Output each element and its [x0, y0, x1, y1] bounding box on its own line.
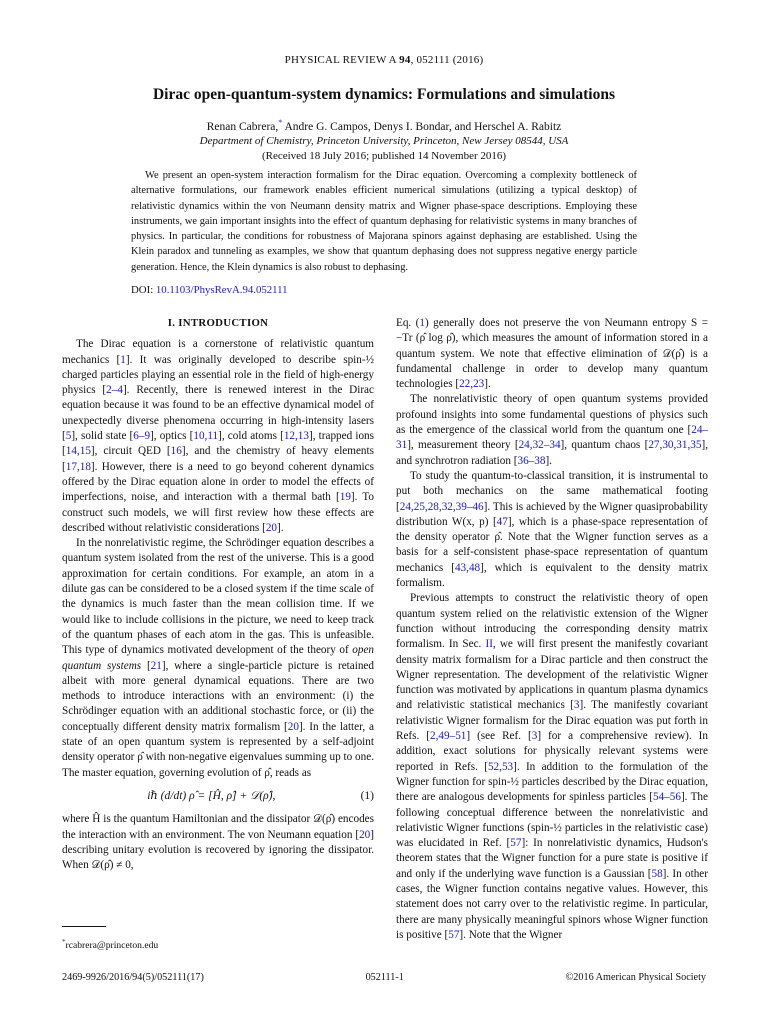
journal-header: [0, 54, 768, 66]
paper-title: Dirac open-quantum-system dynamics: Formulations and simulations: [152, 86, 616, 103]
citation-link[interactable]: 14,15: [65, 445, 91, 458]
citation-link[interactable]: 20: [359, 828, 371, 841]
copyright: ©2016 American Physical Society: [565, 972, 706, 983]
doi-line: [131, 284, 288, 296]
author-footnote-mark[interactable]: *: [278, 118, 283, 127]
citation-link[interactable]: 47: [496, 515, 508, 528]
citation-link[interactable]: 20: [265, 521, 277, 534]
citation-link[interactable]: 10,11: [193, 430, 219, 443]
equation-1: [62, 789, 374, 804]
right-column: [396, 316, 708, 943]
citation-link[interactable]: 1: [419, 317, 425, 329]
journal-name: PHYSICAL REVIEW A: [284, 54, 397, 66]
citation-link[interactable]: 17,18: [65, 460, 91, 473]
journal-id-year: , 052111 (2016): [410, 54, 484, 66]
page-number: 052111-1: [365, 972, 404, 983]
intro-paragraph-2: In the nonrelativistic regime, the Schrödinger equation describes a quantum system isolated from the rest of the universe. This is a good approximation for certain conditions. For example, an atom in a dilute gas can be considered to be a closed system if the time scale of the dynamics is much faster than the mean collision time. If we would like to include collisions in the picture, we need to keep track of the quantum phases of each atom in the gas. This is unfeasible. This type of dynamics motivated development of the theory of open quantum systems [21], where a single-particle picture is retained albeit with more general dynamical equations. There are two methods to introduce interactions with an environment: (i) the Schrödinger equation with an additional stochastic force, or (ii) the conceptually different density matrix formalism [20]. In the latter, a state of an open quantum system is represented by a self-adjoint density operator ρ̂ with non-negative eigenvalues summing up to one. The master equation, governing evolution of ρ̂, reads as: [62, 537, 374, 779]
citation-link[interactable]: 2–4: [106, 384, 123, 397]
received-dates: (Received 18 July 2016; published 14 November 2016): [261, 150, 507, 162]
footnote-rule: [62, 926, 106, 927]
citation-link[interactable]: 24–31: [396, 424, 708, 452]
citation-link[interactable]: 16: [170, 445, 182, 458]
equation-number: (1): [360, 789, 374, 802]
citation-link[interactable]: 19: [339, 491, 351, 504]
citation-link[interactable]: 36–38: [517, 454, 546, 467]
emphasis-text: open quantum systems: [62, 644, 374, 672]
section-heading: I. INTRODUCTION: [167, 317, 269, 329]
author-list: [0, 118, 768, 133]
fraction: ½: [510, 775, 519, 788]
footnote: [62, 938, 158, 951]
footer-issn: 2469-9926/2016/94(5)/052111(17): [62, 972, 204, 983]
intro-paragraph-1: The Dirac equation is a cornerstone of relativistic quantum mechanics [1]. It was originally developed to describe spin-½ charged particles playing an essential role in the field of high-energy physics [2–4]. Recently, there is renewed interest in the Dirac equation because it was found to be an effective dynamical model of unexpectedly diverse phenomena occurring in high-intensity lasers [5], solid state [6–9], optics [10,11], cold atoms [12,13], trapped ions [14,15], circuit QED [16], and the chemistry of heavy elements [17,18]. However, there is a need to go beyond coherent dynamics offered by the Dirac equation alone in order to model the effects of imperfections, noise, and interaction with a thermal bath [19]. To construct such models, we will first review how these effects are described without relativistic considerations [20].: [62, 338, 375, 534]
citation-link[interactable]: 24,32–34: [518, 439, 561, 452]
first-author: Renan Cabrera,: [206, 120, 279, 133]
abstract: We present an open-system interaction formalism for the Dirac equation. Overcoming a complexity bottleneck of alternative formulations, our framework enables efficient numerical simulations (utilizing a typical desktop) of relativistic dynamics within the von Neumann density matrix and Wigner phase-space descriptions. Employing these instruments, we gain important insights into the effect of quantum dephasing for relativistic systems in many branches of physics. In particular, the conditions for robustness of Majorana spinors against dephasing are established. Using the Klein paradox and tunneling as examples, we show that quantum dephasing does not suppress negative energy particle generation. Hence, the Klein dynamics is also robust to dephasing.: [131, 170, 637, 273]
citation-link[interactable]: 21: [150, 659, 162, 672]
right-paragraph-3: To study the quantum-to-classical transition, it is instrumental to put both mechanics on the same mathematical footing [24,25,28,32,39–46]. This is achieved by the Wigner quasiprobability distribution W(x, p) [47], which is a phase-space representation of the density operator ρ̂. Note that the Wigner function serves as a basis for a self-consistent phase-space representation of quantum mechanics [43,48], which is equivalent to the density matrix formalism.: [396, 469, 708, 590]
citation-link[interactable]: 12,13: [283, 430, 309, 443]
journal-volume: 94: [399, 54, 411, 66]
right-paragraph-2: The nonrelativistic theory of open quantum systems provided profound insights into some fundamental questions of physics such as the emergence of the classical world from the quantum one [24–31], measurement theory [24,32–34], quantum chaos [27,30,31,35], and synchrotron radiation [36–38].: [396, 393, 708, 467]
citation-link[interactable]: 57: [448, 928, 460, 941]
right-paragraph-4: Previous attempts to construct the relativistic theory of open quantum system relied on the relativistic extension of the Wigner function without introducing the corresponding density matrix formalism. In Sec. II, we will first present the manifestly covariant density matrix formalism for a Dirac particle and then construct the Wigner representation. The development of the relativistic Wigner function was motivated by applications in quantum plasma dynamics and relativistic statistical mechanics [3]. The manifestly covariant relativistic Wigner formalism for the Dirac equation was put forth in Refs. [2,49–51] (see Ref. [3] for a comprehensive review). In addition, exact solutions for physically relevant systems were reported in Refs. [52,53]. In addition to the formulation of the Wigner function for spin-½ particles described by the Dirac equation, there are analogous developments for spinless particles [54–56]. The following conceptual difference between the nonrelativistic and relativistic Wigner functions (spin-½ particles in the relativistic case) was elucidated in Ref. [57]: In nonrelativistic dynamics, Hudson's theorem states that the Wigner function for a pure state is positive if and only if the underlying wave function is a Gaussian [58]. In other cases, the Wigner function contains negative values. However, this statement does not carry over to the relativistic regime. In particular, there are many physically meaningful spinors whose Wigner function is positive [57]. Note that the Wigner: [396, 592, 708, 941]
page-footer: [62, 972, 706, 983]
citation-link[interactable]: 3: [573, 699, 580, 712]
footnote-email: rcabrera@princeton.edu: [65, 940, 159, 952]
citation-link[interactable]: 43,48: [454, 561, 481, 574]
intro-paragraph-3: where Ĥ is the quantum Hamiltonian and the dissipator 𝒟(ρ̂) encodes the interaction with an environment. The von Neumann equation [20] describing unitary evolution is recovered by ignoring the dissipator. When 𝒟(ρ̂) ≠ 0,: [62, 813, 374, 872]
citation-link[interactable]: 20: [287, 720, 299, 733]
equation-expression: iℏ (d/dt) ρ̂ = [Ĥ, ρ̂] + 𝒟(ρ̂),: [147, 789, 276, 802]
right-paragraph-1: Eq. (1) generally does not preserve the von Neumann entropy S = −Tr (ρ̂ log ρ̂), which measures the amount of information stored in a quantum system. We note that effective elimination of 𝒟(ρ̂) is a fundamental challenge in order to develop many quantum technologies [22,23].: [396, 317, 709, 391]
doi-link[interactable]: 10.1103/PhysRevA.94.052111: [155, 284, 288, 296]
citation-link[interactable]: 58: [651, 867, 663, 880]
citation-link[interactable]: 2,49–51: [430, 730, 467, 743]
citation-link[interactable]: 1: [120, 353, 126, 366]
footnote-mark: *: [62, 938, 66, 946]
left-column: [62, 316, 374, 873]
citation-link[interactable]: 24,25,28,32,39–46: [399, 500, 484, 513]
fraction: ½: [553, 821, 562, 834]
citation-link[interactable]: 22,23: [459, 378, 485, 391]
citation-link[interactable]: 6–9: [133, 430, 151, 443]
citation-link[interactable]: II: [485, 638, 493, 651]
fraction: ½: [365, 353, 374, 366]
citation-link[interactable]: 27,30,31,35: [648, 439, 702, 452]
citation-link[interactable]: 52,53: [487, 760, 514, 773]
other-authors: Andre G. Campos, Denys I. Bondar, and Herschel A. Rabitz: [282, 120, 562, 133]
citation-link[interactable]: 54–56: [652, 791, 681, 804]
citation-link[interactable]: 57: [510, 837, 522, 850]
citation-link[interactable]: 3: [531, 730, 538, 743]
citation-link[interactable]: 5: [65, 430, 72, 443]
doi-label: DOI:: [131, 284, 156, 296]
affiliation: Department of Chemistry, Princeton University, Princeton, New Jersey 08544, USA: [199, 135, 569, 147]
